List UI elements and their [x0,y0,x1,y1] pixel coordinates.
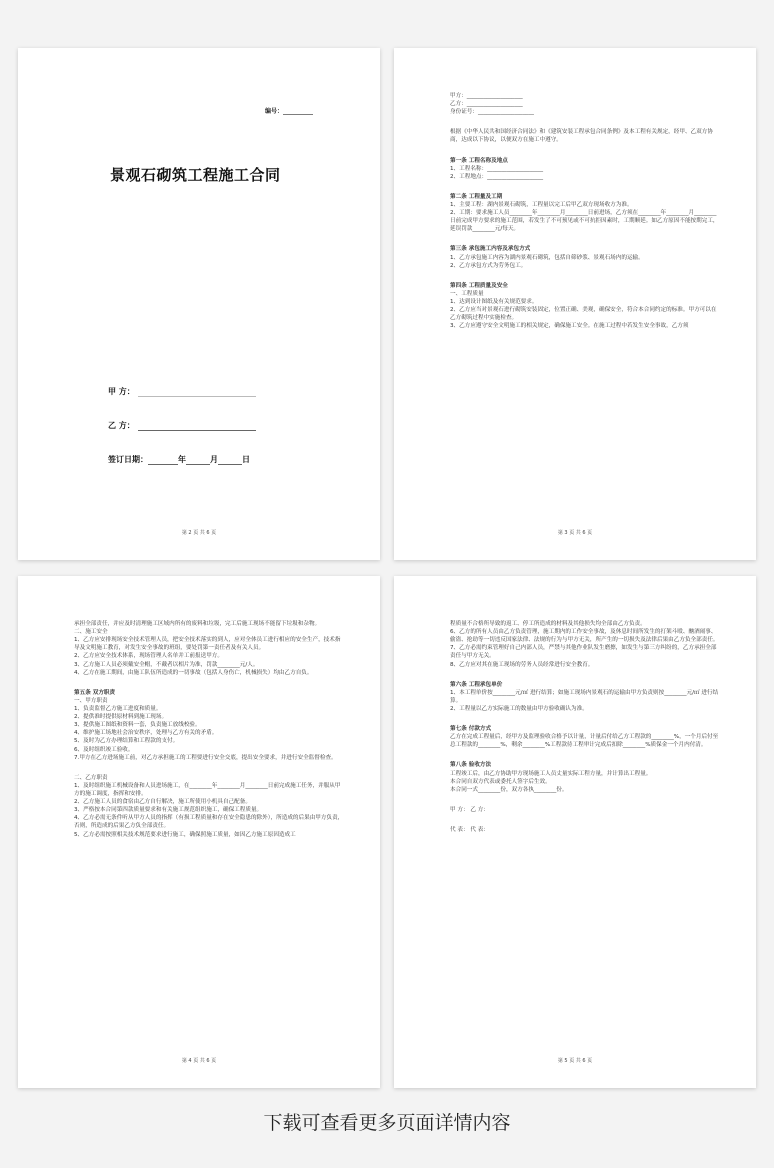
paragraph-gap [450,713,722,725]
paragraph: 8、乙方应对其在施工现场的劳务人员经常进行安全教育。 [450,661,594,668]
article-heading: 第三条 承包施工内容及承包方式 [450,246,531,253]
paragraph-gap [450,145,722,157]
contract-number: 编号：__________ [265,108,314,115]
party-b-label: 乙 方： [108,421,135,430]
paragraph: 2、乙方应当对景观石进行砌筑安装固定，位置正确、美观，确保安全，符合本合同约定的标准。甲方可以在乙方砌筑过程中实施检查。 [450,307,717,322]
paragraph: 2、工程地点：____________________ [450,173,544,180]
paragraph: 1、负责监督乙方施工进度和质量。 [74,705,162,712]
month-label: 月 [210,455,218,464]
year-blank [148,456,178,465]
paragraph: 3、提供施工图纸和资料一套，负责施工放线校验。 [74,722,201,729]
sign-date-line [108,454,250,465]
page-body [74,620,346,839]
paragraph: 5、乙方必需按照相关技术规范要求进行施工，确保照施工质量，如因乙方施工原因造成工 [74,831,296,838]
article-heading: 第四条 工程质量及安全 [450,282,508,289]
paragraph: 4、乙方必需无条件听从甲方人员的指挥（有损工程质量和存在安全隐患的除外），所造成的后果由甲方负责，否则，所造成的后果乙方负全部责任。 [74,815,344,830]
year-label: 年 [178,455,186,464]
article-heading: 第一条 工程名称及地点 [450,157,508,164]
paragraph: 5、及时为乙方办理结算和工程款的支付。 [74,738,179,745]
paragraph: 6、乙方的所有人员由乙方负责管理，施工期内的工作安全事故，及休息时间所发生的打架斗殴、酗酒闹事、偷盗、抢劫等一切违反国家法律、法规的行为与甲方无关，所产生的一切损失及法律后果由乙方负全部责任。 [450,629,719,644]
contract-page-4 [394,576,756,1088]
article-heading: 第八条 验收方法 [450,762,492,769]
paragraph: 1、达到设计图纸及有关规范要求。 [450,298,538,305]
paragraph: 2、提供准时提供原材料到施工现场。 [74,714,168,721]
paragraph-gap [450,233,722,245]
paragraph: 1、工程名称：____________________ [450,165,544,172]
page-body [450,620,722,834]
paragraph: 二、施工安全 [74,629,108,636]
paragraph: 1、乙方承包施工内容为湖内景观石砌筑，包括自筛砂浆、景观石场内的运输。 [450,254,644,261]
paragraph: 1、主要工程：湖内景观石砌筑，工程量以完工后甲乙双方现场收方为准。 [450,201,633,208]
paragraph: 甲 方： 乙 方： [450,806,489,813]
paragraph: 3、乙方施工人员必须戴安全帽，不戴者以相片为准，罚款________元/人。 [74,661,259,668]
paragraph: 身份证号：____________________ [450,109,534,116]
party-a-label: 甲 方： [108,387,135,396]
paragraph: 代 表： 代 表： [450,826,489,833]
paragraph: 2、乙方施工人员的食宿由乙方自行解决，施工所使用小机具自己配备。 [74,799,251,806]
party-a-line [108,386,256,397]
paragraph-gap [450,181,722,193]
paragraph-gap [74,677,346,689]
paragraph-gap [450,794,722,806]
page-footer: 第 4 页 共 6 页 [181,1058,217,1064]
paragraph: 一、甲方职责 [74,697,108,704]
paragraph: 2、工程量以乙方实际施工的数量由甲方验收确认为准。 [450,705,588,712]
paragraph: 一、工程质量 [450,290,484,297]
article-heading: 第七条 付款方式 [450,726,492,733]
paragraph: 4、乙方在施工期间，由施工队伍所造成的一切事故（包括人身伤亡，机械损失）均由乙方自负。 [74,669,313,676]
cover-page [18,48,380,560]
contract-page-2 [394,48,756,560]
paragraph-gap [450,814,722,826]
paragraph: 乙方在完成工程量后，经甲方及监理验收合格予以计量，计量后付给乙方工程款的________%，一个月后付至总工程款的________%，剩余________%工程款待工程审计完成后扣除________%质保金一个月内付清。 [450,734,719,749]
month-blank [186,456,210,465]
paragraph-gap [450,116,722,128]
paragraph: 1、乙方应安排现场安全技术管理人员，把安全技术落实的到人，应对全体员工进行相应的安全生产，技术指导及文明施工教育，对发生安全事故的班组，要处罚第一责任者及有关人员。 [74,637,341,652]
day-blank [218,456,242,465]
page-title: 景观石砌筑工程施工合同 [110,166,281,184]
day-label: 日 [242,455,250,464]
paragraph: 本合同一式________份，双方各执________份。 [450,786,568,793]
paragraph: 2、工期：要求施工人员________年________月________日前进场，乙方须在________年________月________日前完成甲方要求的施工范围，若发生了不可预见或不可抗拒因素时，工期顺延。如乙方原因不能按期完工，延误罚款________元/每天。 [450,210,719,233]
paragraph-gap [450,270,722,282]
paragraph: 6、及时组织竣工验收。 [74,746,134,753]
paragraph: 承担全部责任，并应及时清理施工区域内所有的废料和垃圾，完工后施工现场不能留下垃圾和杂物。 [74,621,321,627]
sign-date-label: 签订日期： [108,455,148,464]
paragraph: 7、乙方必需约束管理好自己内部人员，严禁与其他作业队发生磨擦，如发生与第三方纠纷的，乙方承担全部责任与甲方无关。 [450,645,717,660]
paragraph: 本合同自双方代表或委托人签字后生效。 [450,778,551,785]
paragraph: 2、乙方应安全技术体系，现场管理人名单并工前报送甲方。 [74,653,223,660]
paragraph: 2、乙方承包方式为劳务包工。 [450,262,527,269]
article-heading: 第五条 双方职责 [74,689,116,696]
article-heading: 第二条 工程量及工期 [450,193,503,200]
party-a-blank [138,388,256,397]
paragraph: 1、本工程单价按________元/㎡ 进行结算；如施工现场内景观石的运输由甲方负责则按________元/㎡ 进行结算。 [450,689,719,704]
paragraph: 根据《中华人民共和国经济合同法》和《建筑安装工程承包合同条例》及本工程有关规定，经甲、乙双方协商，达成以下协议，以便双方在施工中遵守。 [450,129,713,144]
paragraph: 7.甲方在乙方进场施工前，对乙方承担施工的工程要进行安全交底，提出安全要求，并进行安全监督检查。 [74,754,337,761]
page-footer: 第 5 页 共 6 页 [557,1058,593,1064]
paragraph-gap [450,669,722,681]
page-footer: 第 2 页 共 6 页 [181,530,217,536]
paragraph-gap [74,762,346,774]
paragraph: 1、及时组织施工机械设备和人员进场施工，在________年________月________日前完成施工任务，并服从甲方的施工调度，指挥和安排。 [74,782,341,797]
paragraph: 4、维护施工场地社会治安秩序，处理与乙方有关的矛盾。 [74,730,218,737]
party-b-line [108,420,256,431]
paragraph-gap [450,749,722,761]
page-body [450,92,722,330]
paragraph: 二、乙方职责 [74,774,108,781]
paragraph: 工程竣工后，由乙方协助甲方现场施工人员丈量实际工程方量，并计算出工程量。 [450,770,652,777]
contract-page-3 [18,576,380,1088]
page-footer: 第 3 页 共 6 页 [557,530,593,536]
paragraph: 程质量不合格所导致的返工、停工所造成的材料及其他损失均全部由乙方负责。 [450,621,646,627]
download-caption[interactable]: 下载可查看更多页面详情内容 [263,1112,511,1134]
article-heading: 第六条 工程承包单价 [450,681,503,688]
party-b-blank [138,422,256,431]
paragraph: 甲方：____________________ [450,93,523,99]
paragraph: 3、严格按本合同第四款质量要求和有关施工规范组织施工，确保工程质量。 [74,807,263,814]
paragraph: 3、乙方应遵守安全文明施工的相关规定，确保施工安全。在施工过程中若发生安全事故，乙方须 [450,323,689,330]
paragraph: 乙方：____________________ [450,101,523,108]
